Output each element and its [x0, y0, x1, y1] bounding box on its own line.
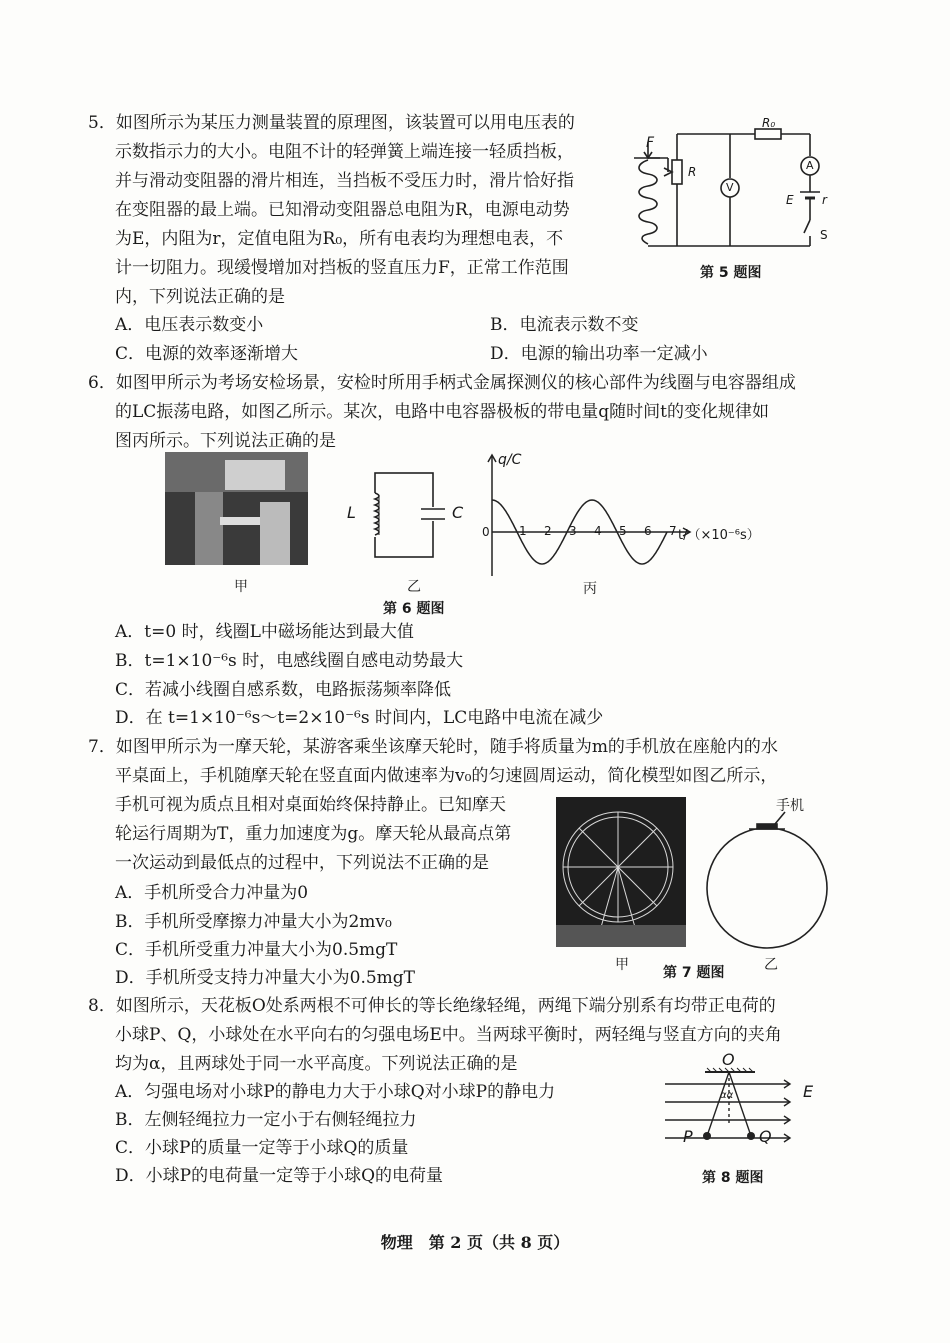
- q6-charge-graph: [480, 452, 700, 577]
- q5-line: 在变阻器的最上端。已知滑动变阻器总电阻为R，电源电动势: [115, 200, 570, 220]
- q8-ball-p: [703, 1132, 711, 1140]
- q5-circuit-diagram: [630, 120, 840, 255]
- q6-graph-tick: 5: [619, 524, 627, 538]
- q8-label-q: Q: [759, 1127, 772, 1146]
- q5-switch: [804, 220, 810, 233]
- q7-line: 一次运动到最低点的过程中，下列说法不正确的是: [115, 853, 489, 873]
- q6-graph-tick: 3: [569, 524, 577, 538]
- q5-label-r0: R₀: [762, 116, 776, 130]
- q7-option-b: B．手机所受摩擦力冲量大小为2mv₀: [115, 912, 392, 932]
- q5-resistor-r0: [755, 129, 781, 139]
- q6-graph-tick: 2: [544, 524, 552, 538]
- q5-line: 计一切阻力。现缓慢增加对挡板的竖直压力F，正常工作范围: [115, 258, 569, 278]
- q8-line: 均为α，且两球处于同一水平高度。下列说法正确的是: [115, 1054, 518, 1074]
- q7-caption: 第 7 题图: [663, 965, 725, 981]
- q7-line: 手机可视为质点且相对桌面始终保持静止。已知摩天: [115, 795, 506, 815]
- q5-line: 内，下列说法正确的是: [115, 287, 285, 307]
- q6-label-jia: 甲: [234, 579, 248, 595]
- q5-label-e: E: [786, 193, 794, 207]
- q6-option-c: C．若减小线圈自感系数，电路振荡频率降低: [115, 680, 452, 700]
- q6-label-bing: 丙: [583, 581, 597, 597]
- q6-label-l: L: [347, 503, 356, 522]
- q6-line: 的LC振荡电路，如图乙所示。某次，电路中电容器极板的带电量q随时间t的变化规律如: [115, 402, 770, 422]
- q5-label-v: V: [726, 181, 734, 194]
- q6-line: 6．如图甲所示为考场安检场景，安检时所用手柄式金属探测仪的核心部件为线圈与电容器组成: [88, 373, 796, 393]
- q8-option-a: A．匀强电场对小球P的静电力大于小球Q对小球P的静电力: [115, 1082, 556, 1102]
- q5-spring: [639, 160, 657, 244]
- q7-line: 轮运行周期为T，重力加速度为g。摩天轮从最高点第: [115, 824, 512, 844]
- q7-option-c: C．手机所受重力冲量大小为0.5mgT: [115, 940, 398, 960]
- q8-line: 8．如图所示，天花板O处系两根不可伸长的等长绝缘轻绳，两绳下端分别系有均带正电荷的: [88, 996, 776, 1016]
- q5-option-c: C．电源的效率逐渐增大: [115, 344, 299, 364]
- q5-option-d: D．电源的输出功率一定减小: [490, 344, 708, 364]
- q6-option-a: A．t=0 时，线圈L中磁场能达到最大值: [115, 622, 414, 642]
- q7-option-d: D．手机所受支持力冲量大小为0.5mgT: [115, 968, 416, 988]
- q6-caption: 第 6 题图: [383, 601, 445, 617]
- q8-label-alpha: αα: [720, 1090, 734, 1101]
- q8-ball-q: [747, 1132, 755, 1140]
- q8-label-e: E: [803, 1082, 814, 1101]
- q8-label-o: O: [722, 1050, 735, 1069]
- q7-circle-model: [705, 808, 830, 953]
- q5-line: 5．如图所示为某压力测量装置的原理图，该装置可以用电压表的: [88, 113, 575, 133]
- q6-graph-ylabel: q/C: [498, 452, 522, 468]
- q5-line: 示数指示力的大小。电阻不计的轻弹簧上端连接一轻质挡板，: [115, 142, 574, 162]
- q5-line: 并与滑动变阻器的滑片相连，当挡板不受压力时，滑片恰好指: [115, 171, 574, 191]
- q6-label-yi: 乙: [407, 579, 421, 595]
- q6-line: 图丙所示。下列说法正确的是: [115, 431, 336, 451]
- q5-label-a: A: [806, 159, 814, 172]
- q6-photo-security-check: [165, 452, 308, 565]
- q7-label-yi: 乙: [764, 957, 778, 973]
- q6-option-b: B．t=1×10⁻⁶s 时，电感线圈自感电动势最大: [115, 651, 464, 671]
- q5-option-a: A．电压表示数变小: [115, 315, 264, 335]
- q5-option-b: B．电流表示数不变: [490, 315, 639, 335]
- q8-option-b: B．左侧轻绳拉力一定小于右侧轻绳拉力: [115, 1110, 417, 1130]
- q7-line: 平桌面上，手机随摩天轮在竖直面内做速率为v₀的匀速圆周运动，简化模型如图乙所示，: [115, 766, 778, 786]
- q8-option-c: C．小球P的质量一定等于小球Q的质量: [115, 1138, 409, 1158]
- q8-caption: 第 8 题图: [702, 1170, 764, 1186]
- q6-lc-circuit: [355, 465, 445, 565]
- q6-graph-tick: 4: [594, 524, 602, 538]
- q8-option-d: D．小球P的电荷量一定等于小球Q的电荷量: [115, 1166, 444, 1186]
- q5-label-s: S: [820, 228, 828, 242]
- q6-graph-origin: 0: [482, 525, 490, 539]
- q6-graph-tick: 7: [669, 524, 677, 538]
- q5-label-r-internal: r: [822, 193, 827, 207]
- q6-label-c: C: [452, 503, 464, 522]
- q6-option-d: D．在 t=1×10⁻⁶s～t=2×10⁻⁶s 时间内，LC电路中电流在减少: [115, 708, 604, 728]
- q8-line: 小球P、Q，小球处在水平向右的匀强电场E中。当两球平衡时，两轻绳与竖直方向的夹角: [115, 1025, 782, 1045]
- q8-label-p: P: [683, 1127, 693, 1146]
- q6-graph-xlabel: t/（×10⁻⁶s）: [678, 528, 760, 543]
- q7-photo-ferris-wheel: [556, 797, 686, 947]
- q7-label-jia: 甲: [615, 957, 629, 973]
- q7-orbit-circle: [707, 828, 827, 948]
- q7-option-a: A．手机所受合力冲量为0: [115, 883, 309, 903]
- page-footer: 物理 第 2 页（共 8 页）: [380, 1233, 570, 1252]
- q6-graph-tick: 1: [519, 524, 527, 538]
- q5-caption: 第 5 题图: [700, 265, 762, 281]
- q5-label-r: R: [688, 165, 697, 179]
- q7-line: 7．如图甲所示为一摩天轮，某游客乘坐该摩天轮时，随手将质量为m的手机放在座舱内的水: [88, 737, 778, 757]
- q7-phone-label: 手机: [776, 798, 804, 814]
- q6-graph-tick: 6: [644, 524, 652, 538]
- q8-right-rope: [729, 1072, 751, 1136]
- q5-label-f: F: [646, 135, 655, 151]
- q5-line: 为E，内阻为r，定值电阻为R₀，所有电表均为理想电表，不: [115, 229, 564, 249]
- q8-left-rope: [707, 1072, 729, 1136]
